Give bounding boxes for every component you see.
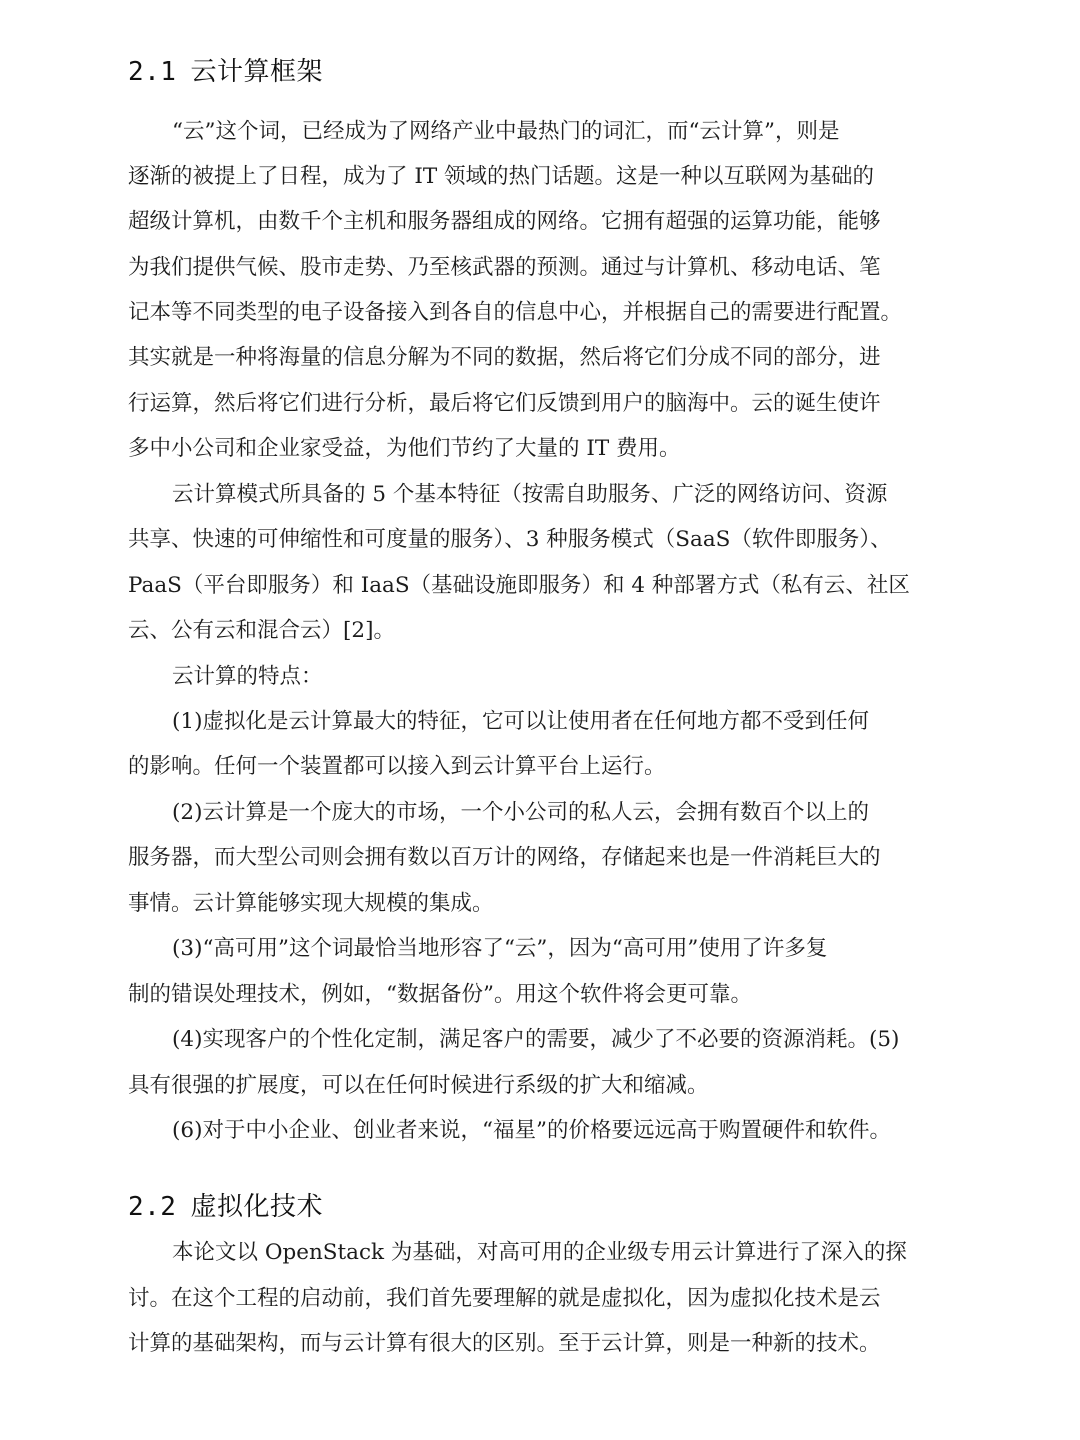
list-item-line: (4)实现客户的个性化定制，满足客户的需要，减少了不必要的资源消耗。(5): [172, 1027, 900, 1052]
section-number: 2.2: [128, 1191, 177, 1222]
paragraph-line: 云、公有云和混合云）[2]。: [128, 618, 395, 643]
paragraph-line: 多中小公司和企业家受益，为他们节约了大量的 IT 费用。: [128, 436, 681, 461]
list-item-line: (1)虚拟化是云计算最大的特征，它可以让使用者在任何地方都不受到任何: [172, 709, 869, 734]
paragraph-line: 逐渐的被提上了日程，成为了 IT 领域的热门话题。这是一种以互联网为基础的: [128, 164, 875, 189]
paragraph-line: 讨。在这个工程的启动前，我们首先要理解的就是虚拟化，因为虚拟化技术是云: [128, 1286, 881, 1311]
list-item-line: 事情。云计算能够实现大规模的集成。: [128, 891, 494, 916]
paragraph-line: 超级计算机，由数千个主机和服务器组成的网络。它拥有超强的运算功能，能够: [128, 209, 881, 234]
paragraph-line: 记本等不同类型的电子设备接入到各自的信息中心，并根据自己的需要进行配置。: [128, 300, 903, 325]
list-item-line: (2)云计算是一个庞大的市场，一个小公司的私人云，会拥有数百个以上的: [172, 800, 869, 825]
section-heading-2-2: [128, 1189, 323, 1225]
paragraph-line: 其实就是一种将海量的信息分解为不同的数据，然后将它们分成不同的部分，进: [128, 345, 881, 370]
list-item-line: (6)对于中小企业、创业者来说，“福星”的价格要远远高于购置硬件和软件。: [172, 1118, 891, 1143]
list-item-line: 制的错误处理技术，例如，“数据备份”。用这个软件将会更可靠。: [128, 982, 752, 1007]
section-title: 虚拟化技术: [190, 1191, 323, 1222]
paragraph-line: 云计算的特点：: [172, 664, 323, 689]
paragraph-line: 行运算，然后将它们进行分析，最后将它们反馈到用户的脑海中。云的诞生使许: [128, 391, 881, 416]
list-item-line: 的影响。任何一个装置都可以接入到云计算平台上运行。: [128, 754, 666, 779]
list-item-line: 具有很强的扩展度，可以在任何时候进行系级的扩大和缩减。: [128, 1073, 709, 1098]
paragraph-line: 云计算模式所具备的 5 个基本特征（按需自助服务、广泛的网络访问、资源: [172, 482, 888, 507]
list-item-line: (3)“高可用”这个词最恰当地形容了“云”，因为“高可用”使用了许多复: [172, 936, 828, 961]
section-heading-2-1: [128, 54, 323, 90]
paragraph-line: 计算的基础架构，而与云计算有很大的区别。至于云计算，则是一种新的技术。: [128, 1331, 881, 1356]
paragraph-line: PaaS（平台即服务）和 IaaS（基础设施即服务）和 4 种部署方式（私有云、社区: [128, 573, 910, 598]
section-title: 云计算框架: [190, 56, 323, 87]
paragraph-line: 共享、快速的可伸缩性和可度量的服务）、3 种服务模式（SaaS（软件即服务）、: [128, 527, 892, 552]
section-number: 2.1: [128, 56, 177, 87]
paragraph-line: 为我们提供气候、股市走势、乃至核武器的预测。通过与计算机、移动电话、笔: [128, 255, 881, 280]
list-item-line: 服务器，而大型公司则会拥有数以百万计的网络，存储起来也是一件消耗巨大的: [128, 845, 881, 870]
paragraph-line: 本论文以 OpenStack 为基础，对高可用的企业级专用云计算进行了深入的探: [172, 1240, 907, 1265]
paragraph-line: “云”这个词，已经成为了网络产业中最热门的词汇，而“云计算”，则是: [172, 119, 840, 144]
